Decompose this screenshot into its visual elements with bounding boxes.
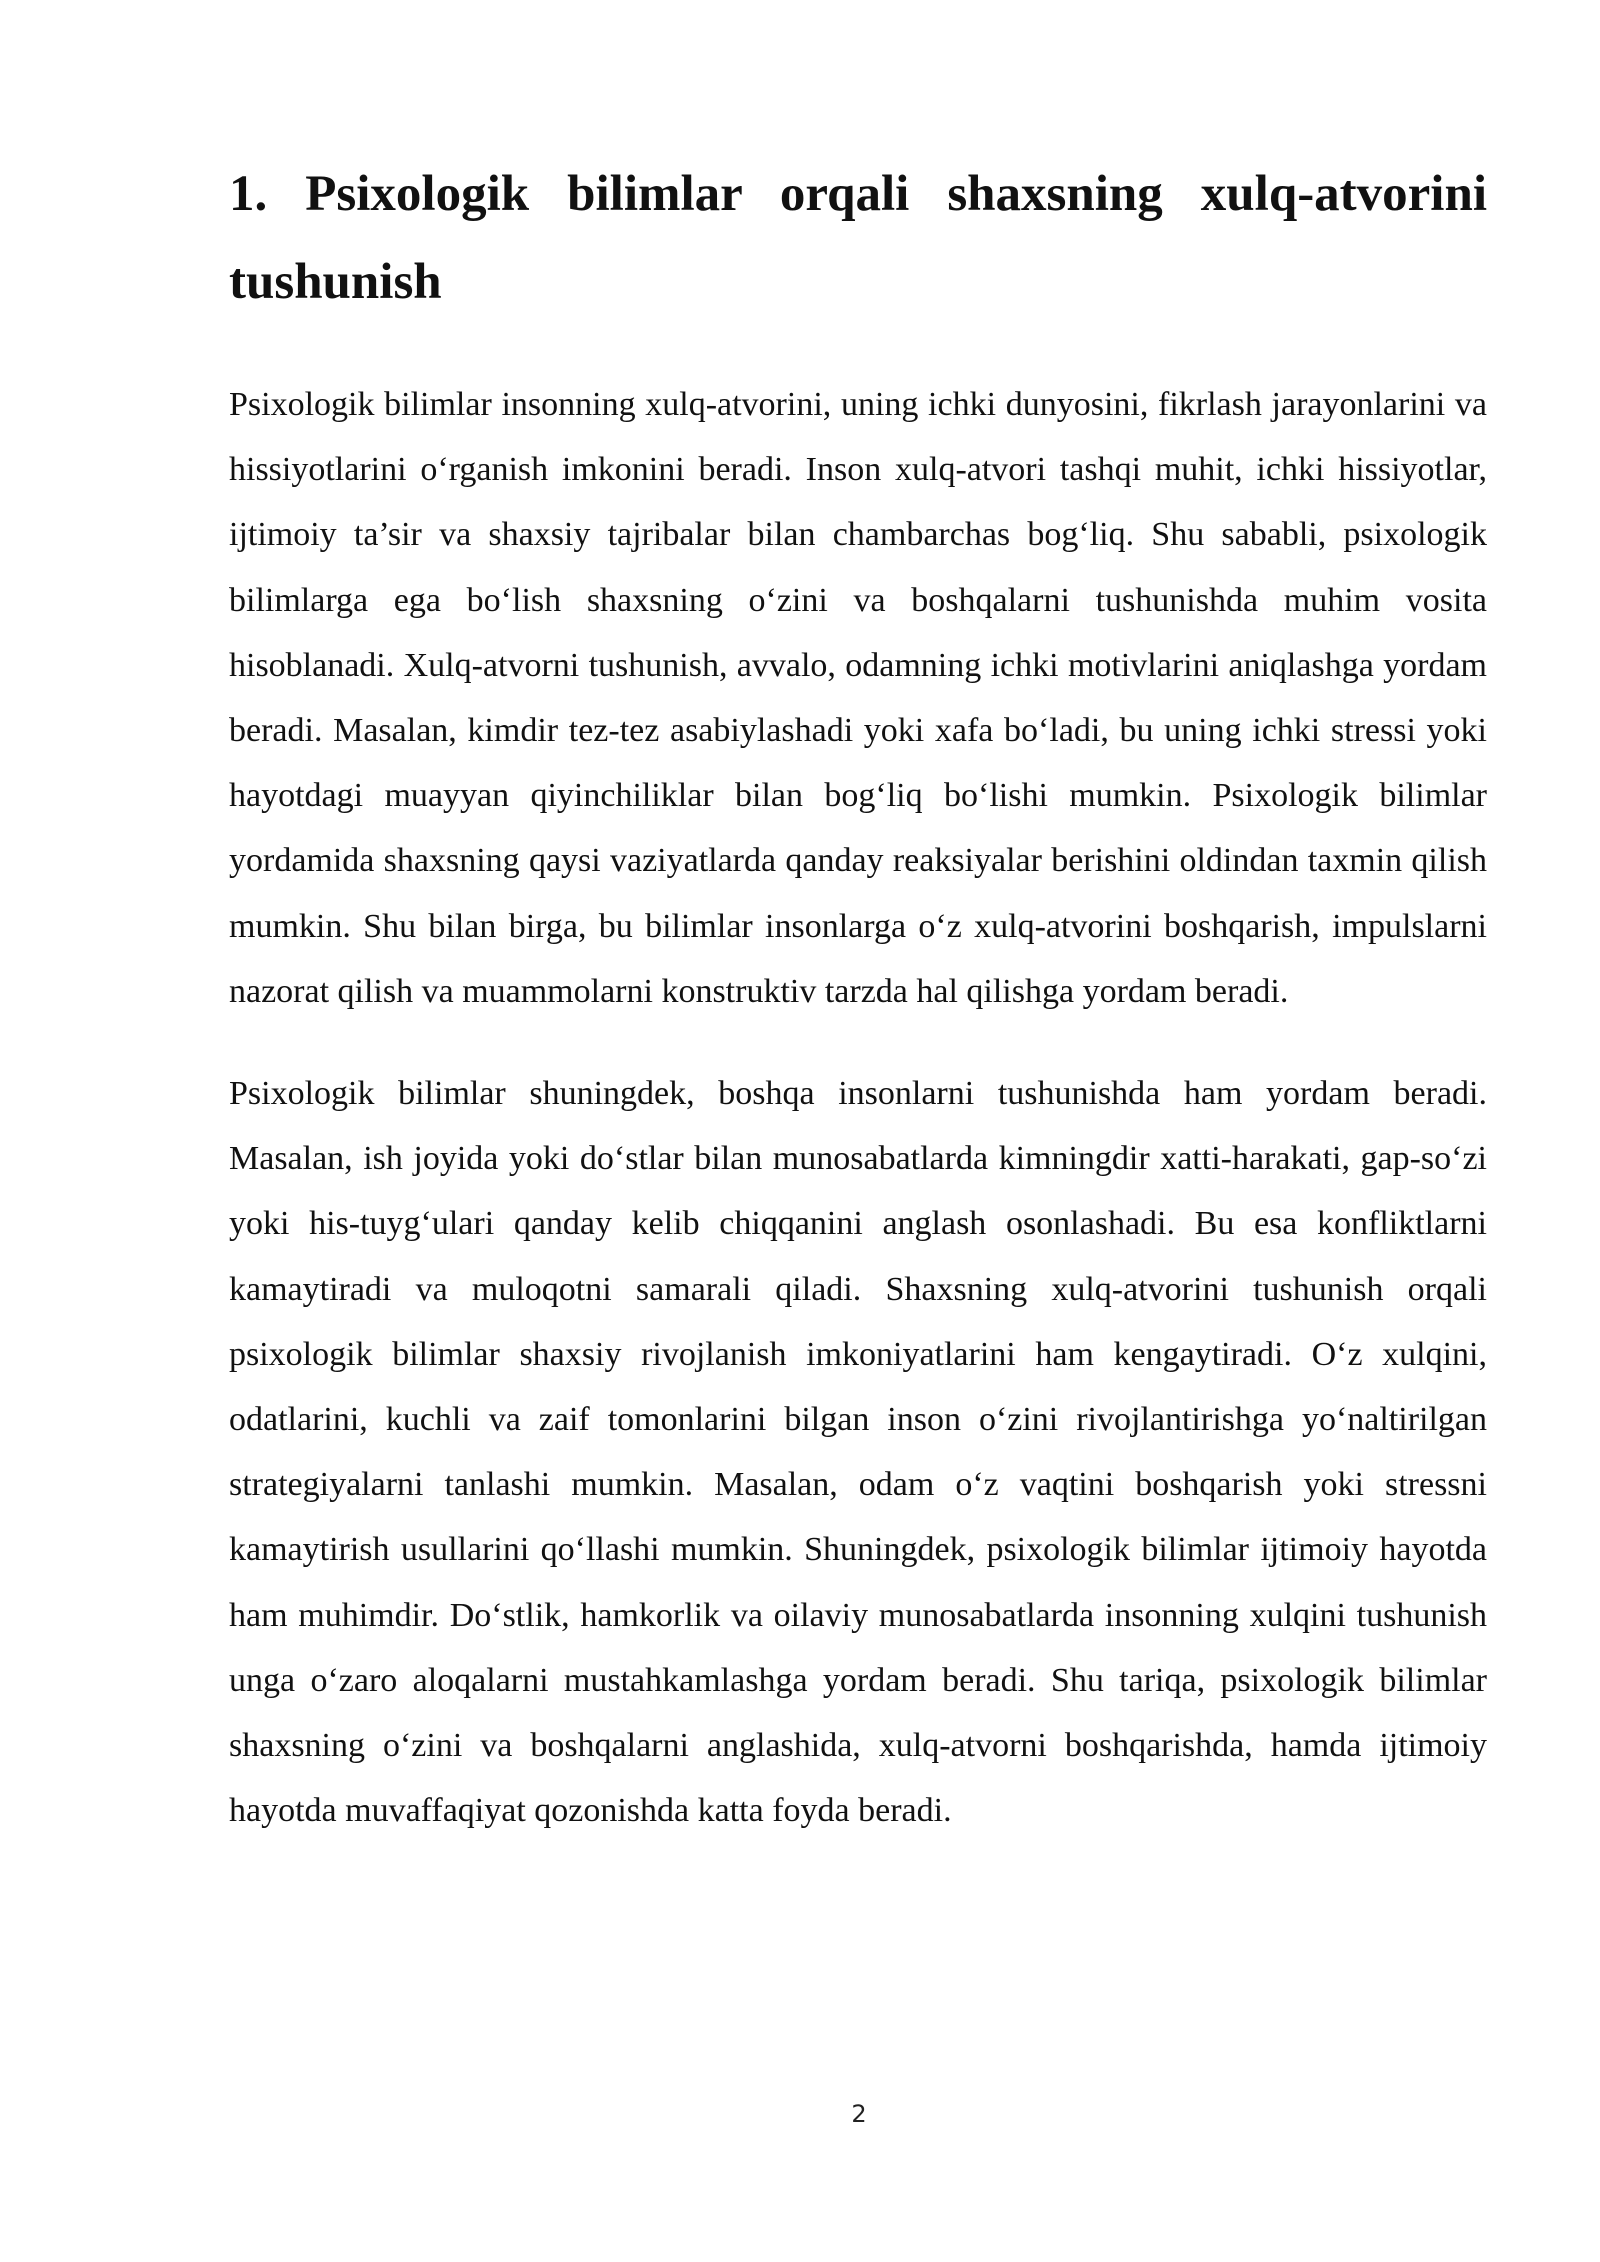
paragraph-2: Psixologik bilimlar shuningdek, boshqa insonlarni tushunishda ham yordam beradi. Masalan, ish joyida yoki do‘stlar bilan munosabatlarda kimningdir xatti-harakati, gap-so‘zi yoki his-tuyg‘ulari qanday kelib chiqqanini anglash osonlashadi. Bu esa konfliktlarni kamaytiradi va muloqotni samarali qiladi. Shaxsning xulq-atvorini tushunish orqali psixologik bilimlar shaxsiy rivojlanish imkoniyatlarini ham kengaytiradi. O‘z xulqini, odatlarini, kuchli va zaif tomonlarini bilgan inson o‘zini rivojlantirishga yo‘naltirilgan strategiyalarni tanlashi mumkin. Masalan, odam o‘z vaqtini boshqarish yoki stressni kamaytirish usullarini qo‘llashi mumkin. Shuningdek, psixologik bilimlar ijtimoiy hayotda ham muhimdir. Do‘stlik, hamkorlik va oilaviy munosabatlarda insonning xulqini tushunish unga o‘zaro aloqalarni mustahkamlashga yordam beradi. Shu tariqa, psixologik bilimlar shaxsning o‘zini va boshqalarni anglashida, xulq-atvorni boshqarishda, hamda ijtimoiy hayotda muvaffaqiyat qozonishda katta foyda beradi. — [229, 1075, 1487, 1830]
page-number: 2 — [851, 2100, 867, 2128]
section-heading: 1. Psixologik bilimlar orqali shaxsning xulq-atvorini tushunish — [229, 166, 1487, 310]
page-content — [229, 150, 1487, 1880]
paragraph-1: Psixologik bilimlar insonning xulq-atvorini, uning ichki dunyosini, fikrlash jarayonlarini va hissiyotlarini o‘rganish imkonini beradi. Inson xulq-atvori tashqi muhit, ichki hissiyotlar, ijtimoiy ta’sir va shaxsiy tajribalar bilan chambarchas bog‘liq. Shu sababli, psixologik bilimlarga ega bo‘lish shaxsning o‘zini va boshqalarni tushunishda muhim vosita hisoblanadi. Xulq-atvorni tushunish, avvalo, odamning ichki motivlarini aniqlashga yordam beradi. Masalan, kimdir tez-tez asabiylashadi yoki xafa bo‘ladi, bu uning ichki stressi yoki hayotdagi muayyan qiyinchiliklar bilan bog‘liq bo‘lishi mumkin. Psixologik bilimlar yordamida shaxsning qaysi vaziyatlarda qanday reaksiyalar berishini oldindan taxmin qilish mumkin. Shu bilan birga, bu bilimlar insonlarga o‘z xulq-atvorini boshqarish, impulslarni nazorat qilish va muammolarni konstruktiv tarzda hal qilishga yordam beradi. — [229, 386, 1487, 1010]
